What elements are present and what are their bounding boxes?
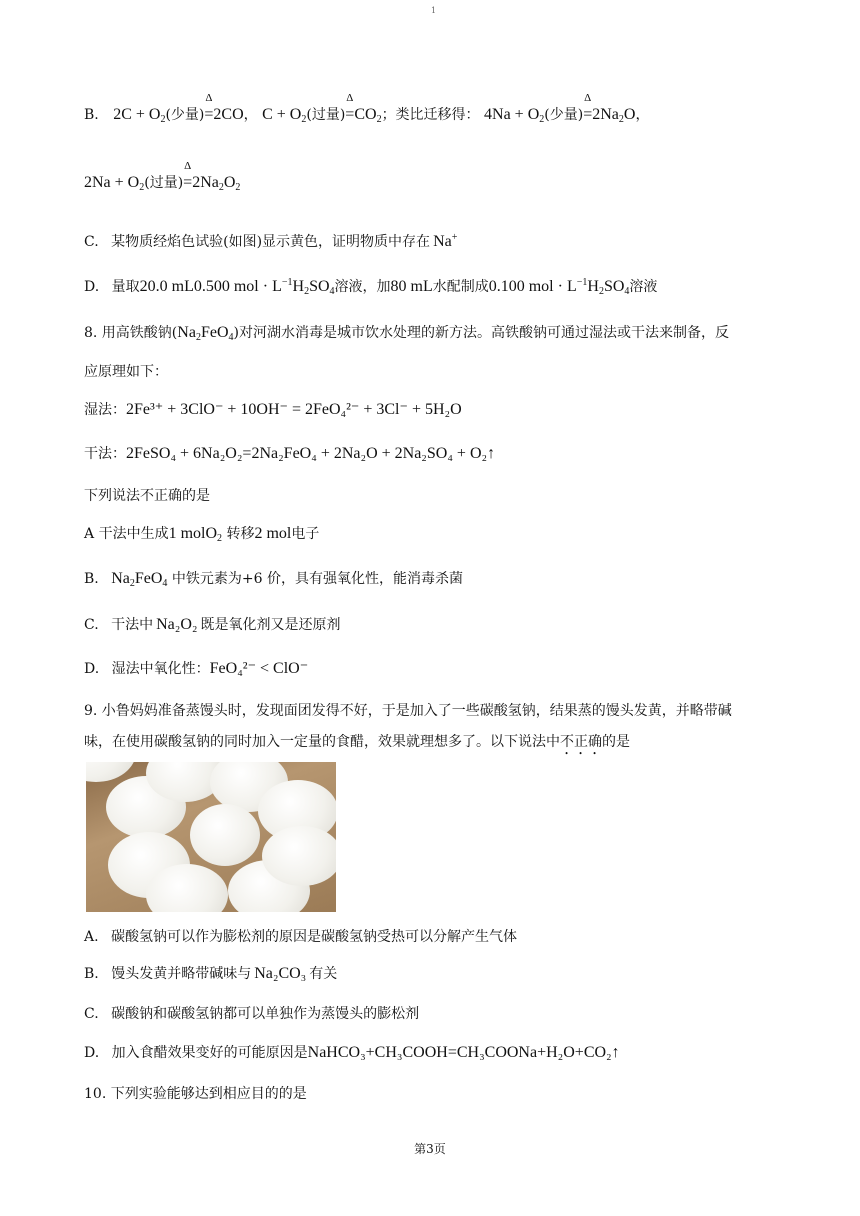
q7-option-c: C. 某物质经焰色试验(如图)显示黄色，证明物质中存在 Na+ — [84, 232, 458, 250]
q8-question: 下列说法不正确的是 — [84, 488, 210, 504]
q8-option-c: C. 干法中 Na₂O₂ 既是氧化剂又是还原剂 — [84, 616, 341, 633]
q7-option-b-line2: $2Na + O_2$(过量) Δ $=2Na_2O_2$ — [84, 160, 241, 193]
q8-wet-method: 湿法：2Fe³⁺ + 3ClO⁻ + 10OH⁻ = 2FeO₄²⁻ + 3Cl⁻ + 5H₂O — [84, 401, 462, 418]
q8-option-b: B. $Na_2FeO_4$ 中铁元素为+6 价，具有强氧化性，能消毒杀菌 — [84, 570, 463, 589]
emphasis-not-correct: 不正确 — [560, 734, 602, 750]
q9-option-a: A. 碳酸氢钠可以作为膨松剂的原因是碳酸氢钠受热可以分解产生气体 — [84, 929, 518, 945]
q7-option-d: D. 量取20.0 mL0.500 mol · $L^{-1}H_2SO_4$溶液，加80 mL水配制成0.100 mol · $L^{-1}H_2SO_4$溶液 — [84, 277, 658, 297]
q9-option-d: D. 加入食醋效果变好的可能原因是NaHCO₃+CH₃COOH=CH₃COONa+H₂O+CO₂↑ — [84, 1044, 620, 1061]
q8-stem-line2: 应原理如下： — [84, 364, 168, 380]
q8-option-d: D. 湿法中氧化性：FeO₄²⁻ < ClO⁻ — [84, 660, 309, 677]
page-footer: 第3页 — [414, 1142, 446, 1156]
q9-stem-line1: 9. 小鲁妈妈准备蒸馒头时，发现面团发得不好，于是加入了一些碳酸氢钠，结果蒸的馒头发黄，并略带碱 — [84, 703, 732, 719]
steamed-buns-photo — [86, 762, 336, 912]
page-top-mark: 1 — [431, 6, 437, 15]
q8-option-a: A 干法中生成1 molO$_2$ 转移2 mol电子 — [84, 525, 320, 544]
q8-stem-line1: 8. 用高铁酸钠$(Na_2FeO_4)$对河湖水消毒是城市饮水处理的新方法。高铁酸钠可通过湿法或干法来制备，反 — [84, 324, 729, 343]
q9-option-c: C. 碳酸钠和碳酸氢钠都可以单独作为蒸馒头的膨松剂 — [84, 1006, 420, 1022]
q9-stem-line2: 味，在使用碳酸氢钠的同时加入一定量的食醋，效果就理想多了。以下说法中不正确的是 — [84, 734, 630, 750]
q10-stem: 10. 下列实验能够达到相应目的的是 — [84, 1086, 307, 1102]
q9-option-b: B. 馒头发黄并略带碱味与 Na₂CO₃ 有关 — [84, 965, 338, 982]
q8-dry-method: 干法：2FeSO₄ + 6Na₂O₂=2Na₂FeO₄ + 2Na₂O + 2Na₂SO₄ + O₂↑ — [84, 445, 496, 462]
q7-option-b-line1: B. $2C + O_2$(少量) Δ =2CO， $C + O_2$(过量) Δ $=CO_2$；类比迁移得： $4Na + O_2$(少量) Δ $=2Na_2O$， — [84, 92, 650, 125]
